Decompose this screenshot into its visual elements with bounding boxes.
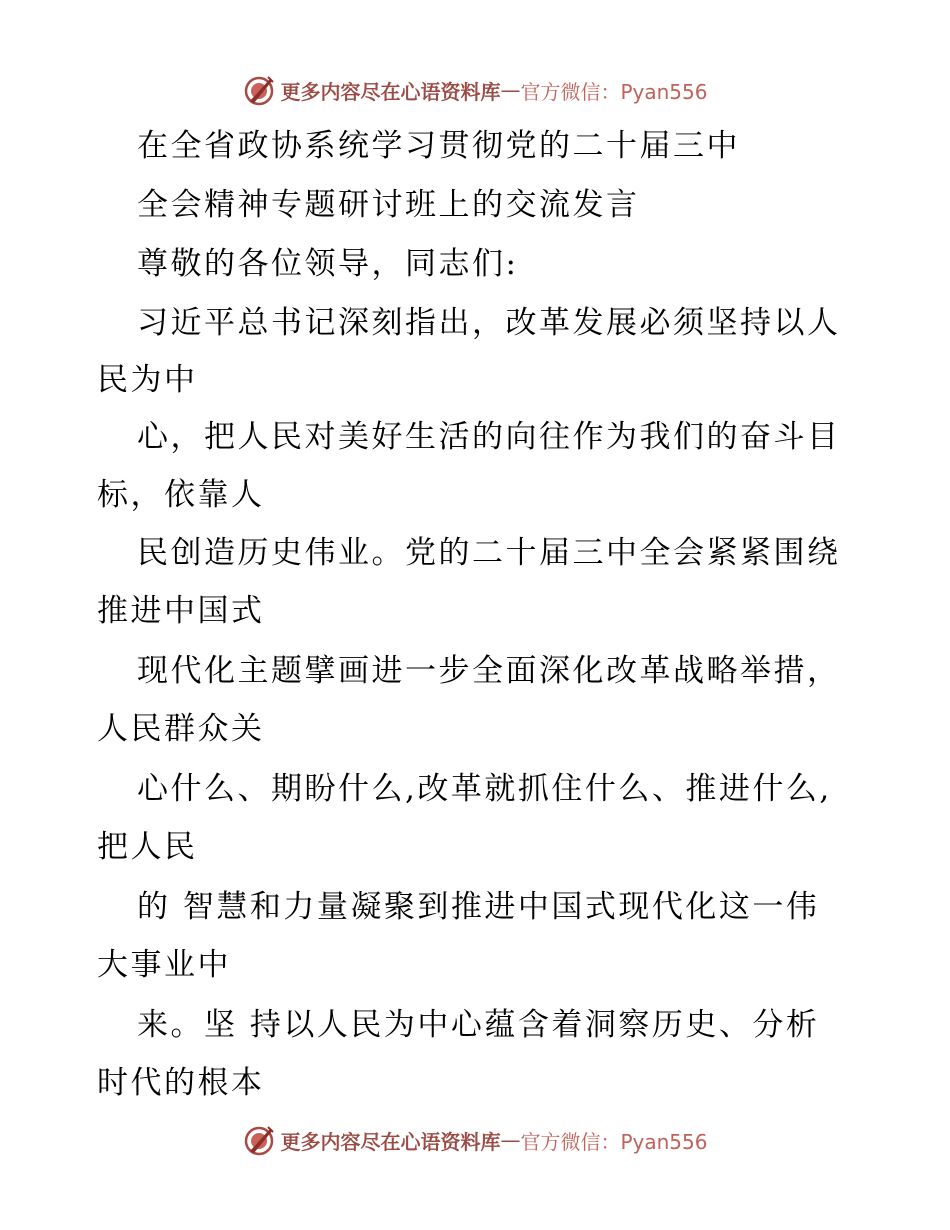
banner-contact: 官方微信：Pyan556 <box>520 79 708 104</box>
header-banner <box>0 70 950 110</box>
quill-seal-icon <box>242 73 276 107</box>
banner-separator: — <box>500 78 521 102</box>
paragraph-line: 的 智慧和力量凝聚到推进中国式现代化这一伟 <box>137 889 820 925</box>
paragraph-line: 来。坚 持以人民为中心蕴含着洞察历史、分析 <box>137 1007 820 1043</box>
paragraph-line: 心，把人民对美好生活的向往作为我们的奋斗目 <box>137 419 841 455</box>
salutation: 尊敬的各位领导，同志们: <box>137 246 519 282</box>
paragraph-line: 标，依靠人 <box>97 477 265 513</box>
paragraph-line: 把人民 <box>97 829 198 865</box>
paragraph-line: 时代的根本 <box>97 1065 265 1101</box>
paragraph-line: 习近平总书记深刻指出，改革发展必须坚持以人 <box>137 305 841 341</box>
paragraph-line: 大事业中 <box>97 947 231 983</box>
banner-brand: 更多内容尽在心语资料库 <box>280 79 501 104</box>
banner-contact: 官方微信：Pyan556 <box>520 1129 708 1154</box>
footer-banner <box>0 1120 950 1160</box>
paragraph-line: 心什么、期盼什么,改革就抓住什么、推进什么, <box>137 771 832 807</box>
paragraph-line: 推进中国式 <box>97 593 265 629</box>
paragraph-line: 人民群众关 <box>97 711 265 747</box>
title-line-2: 全会精神专题研讨班上的交流发言 <box>137 187 640 223</box>
banner-separator: — <box>500 1128 521 1152</box>
title-line-1: 在全省政协系统学习贯彻党的二十届三中 <box>137 128 740 164</box>
quill-seal-icon <box>242 1123 276 1157</box>
paragraph-line: 民创造历史伟业。党的二十届三中全会紧紧围绕 <box>137 535 841 571</box>
paragraph-line: 现代化主题擘画进一步全面深化改革战略举措， <box>137 653 841 689</box>
paragraph-line: 民为中 <box>97 362 198 398</box>
banner-brand: 更多内容尽在心语资料库 <box>280 1129 501 1154</box>
